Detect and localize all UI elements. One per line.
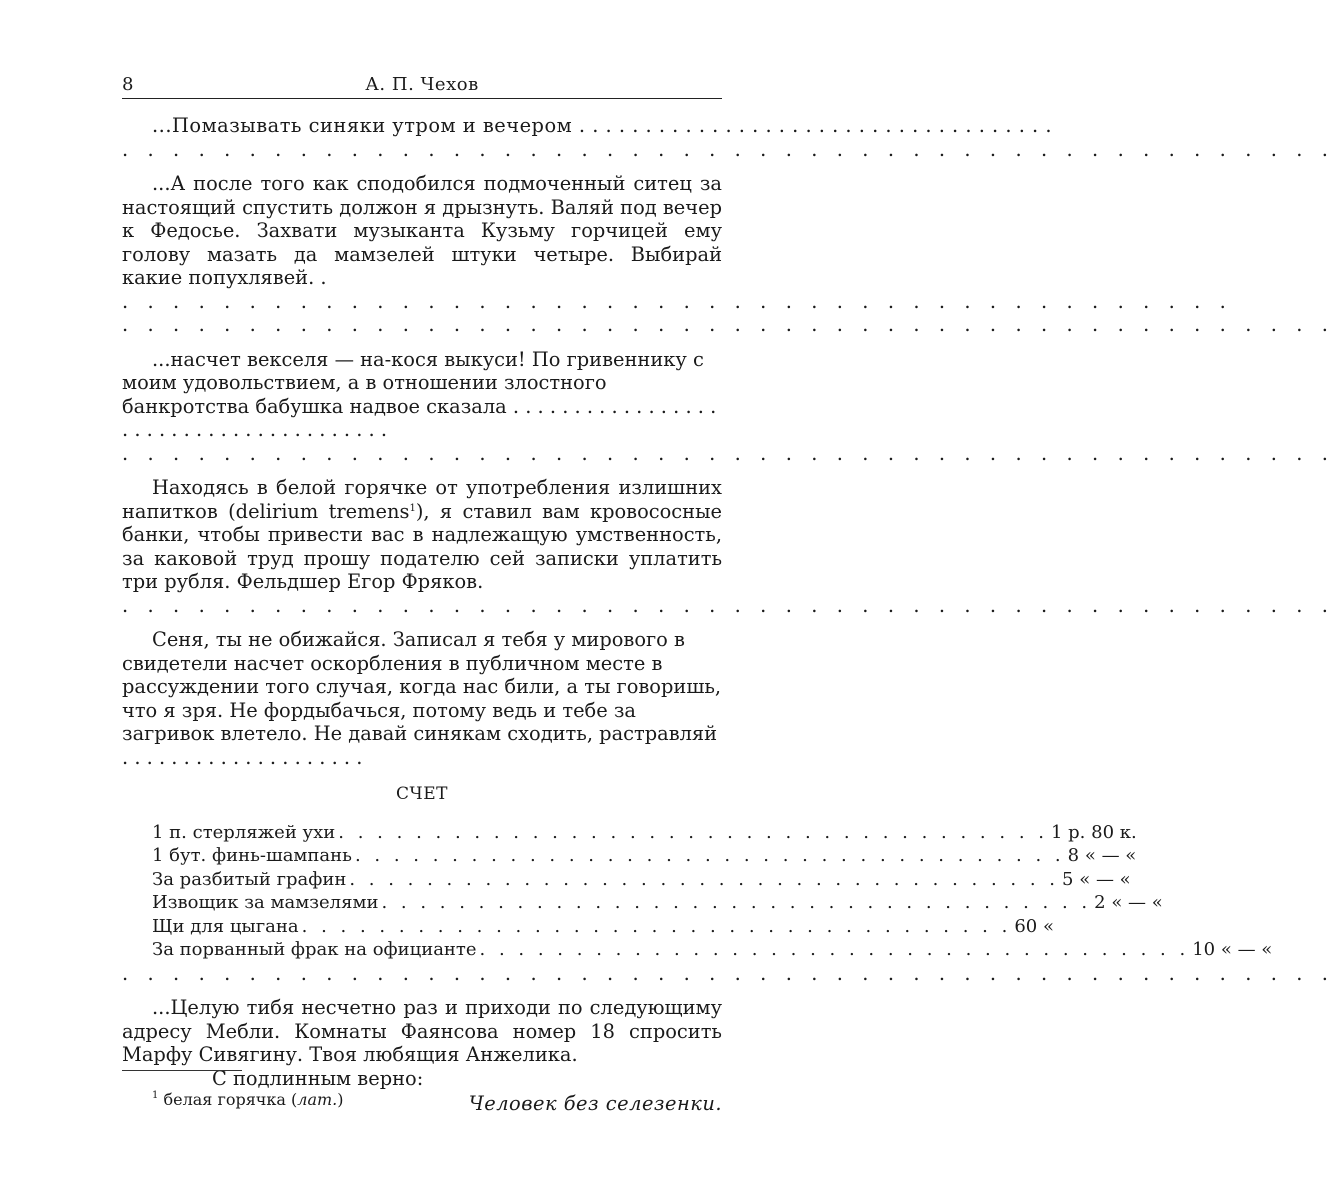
ellipsis-line: . . . . . . . . . . . . . . . . . . . . . . . . . . . . . . . . . . . . . . . . . . . . . . . . — [122, 137, 1335, 161]
footnote — [152, 1090, 343, 1109]
bill-price: 10 « — « — [1192, 939, 1273, 960]
paragraph-2-text: ...А после того как сподобился подмоченный ситец за настоящий спустить должон я дрызнуть. Валяй под вечер к Федосье. Захвати музыканта Кузьму горчицей ему голову мазать да мамзелей штуки четыре. Выбирай какие попухлявей. — [122, 172, 722, 289]
page-header — [122, 72, 722, 99]
footnote-rule — [122, 1070, 242, 1071]
bill-row: За разбитый графин . . . . . . . . . . . . . . . . . . . . . . . . . . . . . . . . . . . . . 5 « — « — [152, 868, 1131, 890]
footnote-text: белая горячка ( — [163, 1090, 298, 1109]
bill-item: Извощик за мамзелями — [152, 892, 379, 913]
page-number: 8 — [122, 74, 134, 95]
bill-price: 8 « — « — [1067, 845, 1137, 866]
ellipsis-line: . . . . . . . . . . . . . . . . . . . . . . . . . . . . . . . . . . . . . . . . . . . . . . . . — [122, 441, 1335, 465]
bill-price: 1 р. 80 к. — [1050, 821, 1137, 843]
bill-price: 5 « — « — [1062, 868, 1131, 890]
ellipsis-line: . . . . . . . . . . . . . . . . . . . . . . . . . . . . . . . . . . . . . . . . . . . . . . . . — [122, 593, 1335, 617]
paragraph-1-text: ...Помазывать синяки утром и вечером — [152, 114, 573, 137]
bill-item: За разбитый графин — [152, 868, 347, 890]
bill-title: СЧЕТ — [396, 784, 448, 804]
paragraph-4 — [122, 476, 722, 594]
paragraph-5: Сеня, ты не обижайся. Записал я тебя у мирового в свидетели насчет оскорбления в публичном месте в рассуждении того случая, когда нас били, а ты говоришь, что я зря. Не фордыбачься, потому ведь и тебе за загривок влетело. Не давай синякам сходить, растравляй . . . . . . . . . . . . . . . . . . . . — [122, 628, 722, 769]
signature-line: Человек без селезенки. — [468, 1092, 722, 1115]
paragraph-6: ...Целую тибя несчетно раз и приходи по следующиму адресу Мебли. Комнаты Фаянсова номер 18 спросить Марфу Сивягину. Твоя любящия Анжелика. — [122, 996, 722, 1066]
bill-row: 1 бут. финь-шампань . . . . . . . . . . . . . . . . . . . . . . . . . . . . . . . . . . . . . 8 « — « — [152, 845, 1137, 866]
ellipsis-line: . . . . . . . . . . . . . . . . . . . . . . . . . . . . . . . . . . . . . . . . . . . . — [122, 289, 1233, 313]
footnote-mark: 1 — [409, 502, 416, 514]
bill-list — [152, 821, 1273, 962]
bill-price: 60 « — [1014, 915, 1054, 937]
footnote-number: 1 — [152, 1090, 159, 1101]
ellipsis-line: . . . . . . . . . . . . . . . . . . . . . . . . . . . . . . . . . . . . . . . . . . . . . . . . — [122, 313, 1335, 336]
bill-row: Щи для цыгана . . . . . . . . . . . . . . . . . . . . . . . . . . . . . . . . . . . . . 60 « — [152, 915, 1054, 937]
footnote-lang: лат. — [297, 1090, 338, 1109]
paragraph-5-text: Сеня, ты не обижайся. Записал я тебя у мирового в свидетели насчет оскорбления в публичном месте в рассуждении того случая, когда нас били, а ты говоришь, что я зря. Не фордыбачься, потому ведь и тебе за загривок влетело. Не давай синякам сходить, растравляй — [122, 628, 722, 745]
paragraph-2: ...А после того как сподобился подмоченный ситец за настоящий спустить должон я дрызнуть. Валяй под вечер к Федосье. Захвати музыканта Кузьму горчицей ему голову мазать да мамзелей штуки четыре. Выбирай какие попухлявей. . — [122, 172, 722, 289]
bill-row: 1 п. стерляжей ухи . . . . . . . . . . . . . . . . . . . . . . . . . . . . . . . . . . . . . 1 р. 80 к. — [152, 821, 1137, 843]
bill-price: 2 « — « — [1094, 892, 1163, 913]
bill-row: За порванный фрак на официанте . . . . . . . . . . . . . . . . . . . . . . . . . . . . . . . . . . . . . 10 « — « — [152, 939, 1273, 960]
paragraph-1: ...Помазывать синяки утром и вечером . . . . . . . . . . . . . . . . . . . . . . . . . . . . . . . . . . . . — [152, 114, 1053, 137]
paragraph-3: ...насчет векселя — на-кося выкуси! По гривеннику с моим удовольствием, а в отношении злостного банкротства бабушка надвое сказала . . . . . . . . . . . . . . . . . . . . . . . . . . . . . . . . . . . . . . . — [122, 347, 717, 441]
ellipsis-line: . . . . . . . . . . . . . . . . . . . . . . . . . . . . . . . . . . . . . . . . . . . . . . . . — [122, 961, 1335, 985]
attestation-line: С подлинным верно: — [212, 1066, 424, 1090]
bill-row: Извощик за мамзелями . . . . . . . . . . . . . . . . . . . . . . . . . . . . . . . . . . . . . 2 « — « — [152, 892, 1163, 913]
running-head: А. П. Чехов — [365, 74, 479, 95]
bill-item: Щи для цыгана — [152, 915, 299, 937]
footnote-close: ) — [337, 1090, 344, 1109]
bill-item: 1 бут. финь-шампань — [152, 845, 352, 866]
bill-item: За порванный фрак на официанте — [152, 939, 477, 960]
bill-item: 1 п. стерляжей ухи — [152, 821, 336, 843]
page-body — [122, 114, 1335, 1116]
paragraph-4-text: Находясь в белой горячке от употребления излишних напитков (delirium tremens — [122, 476, 722, 523]
paragraph-4-text-cont: ), я ставил вам кровососные банки, чтобы привести вас в надлежащую умственность, за каковой труд прошу подателю сей записки уплатить три рубля. Фельдшер Егор Фряков. — [122, 499, 722, 593]
paragraph-3-text: ...насчет векселя — на-кося выкуси! По гривеннику с моим удовольствием, а в отношении злостного банкротства бабушка надвое сказала — [122, 347, 704, 418]
